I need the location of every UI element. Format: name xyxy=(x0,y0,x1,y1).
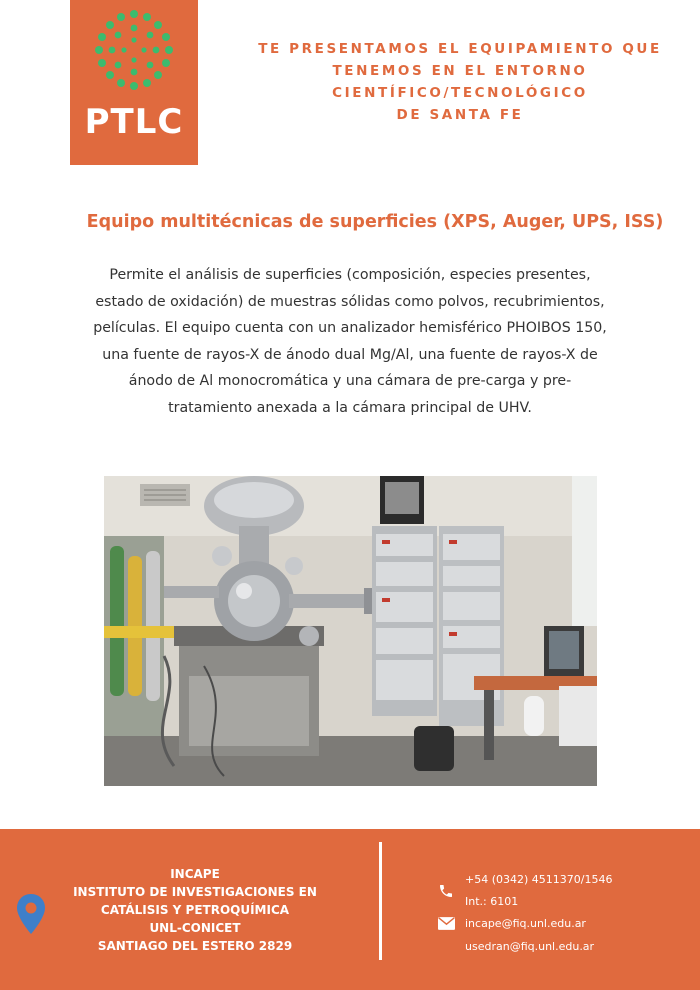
email-link-incape[interactable]: incape@fiq.unl.edu.ar xyxy=(465,917,586,930)
description-line: estado de oxidación) de muestras sólidas como polvos, recubrimientos, xyxy=(95,293,605,310)
description-line: tratamiento anexada a la cámara principal de UHV. xyxy=(168,399,532,416)
ptlc-logo xyxy=(70,0,198,165)
page-title: Equipo multitécnicas de superficies (XPS, Auger, UPS, ISS) xyxy=(86,212,664,232)
logo-text: PTLC xyxy=(84,102,184,142)
header-line: CIENTÍFICO/TECNOLÓGICO xyxy=(332,85,588,101)
header-line: DE SANTA FE xyxy=(396,107,524,123)
equipment-photo xyxy=(104,476,597,786)
location-pin-icon xyxy=(16,893,46,935)
email-icon xyxy=(438,917,455,930)
phone-icon xyxy=(438,883,454,899)
description-line: una fuente de rayos-X de ánodo dual Mg/Al, una fuente de rayos-X de xyxy=(102,346,598,363)
description-line: Permite el análisis de superficies (composición, especies presentes, xyxy=(109,267,591,283)
address-line: INSTITUTO DE INVESTIGACIONES EN xyxy=(73,885,317,899)
phone-extension: Int.: 6101 xyxy=(465,895,519,908)
address-line: SANTIAGO DEL ESTERO 2829 xyxy=(97,939,293,953)
dot-ring-logo-icon xyxy=(92,8,176,92)
email-link-usedran[interactable]: usedran@fiq.unl.edu.ar xyxy=(465,940,595,953)
header-line: TENEMOS EN EL ENTORNO xyxy=(332,63,588,79)
institution-address xyxy=(60,865,330,955)
description-line: películas. El equipo cuenta con un analizador hemisférico PHOIBOS 150, xyxy=(93,320,607,336)
address-line: INCAPE xyxy=(170,867,220,881)
footer-divider xyxy=(379,842,382,960)
address-line: CATÁLISIS Y PETROQUÍMICA xyxy=(100,903,290,917)
footer xyxy=(0,829,700,990)
header-tagline xyxy=(240,38,680,126)
description-line: ánodo de Al monocromática y una cámara de pre-carga y pre- xyxy=(128,373,572,389)
header-line: TE PRESENTAMOS EL EQUIPAMIENTO QUE xyxy=(258,41,662,57)
phone-number[interactable]: +54 (0342) 4511370/1546 xyxy=(465,873,613,886)
address-line: UNL-CONICET xyxy=(149,921,241,935)
equipment-description xyxy=(50,262,650,421)
